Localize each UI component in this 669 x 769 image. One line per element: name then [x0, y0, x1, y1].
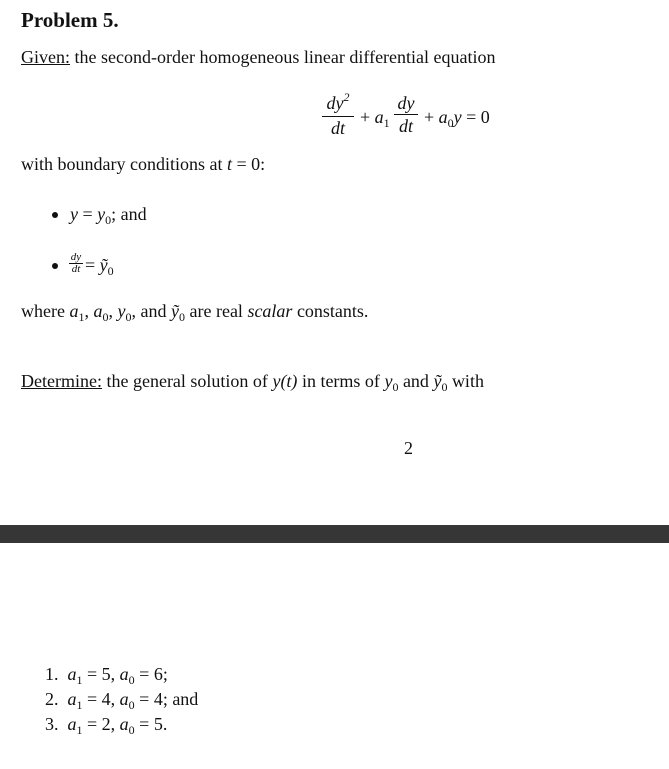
- condition-1: $y = y_0$; and: [70, 204, 147, 227]
- page-separator: [0, 525, 669, 543]
- frac-d2y-dt: $dy^2$ dt: [322, 92, 354, 139]
- case-item-2: 2. $a_1 = 4$, $a_0 = 4$; and: [45, 689, 199, 712]
- bullet-1: [52, 212, 58, 218]
- bullet-2: [52, 263, 58, 269]
- determine-line: Determine: the general solution of y(t) in terms of $y_0$ and ỹ$_0$ with: [21, 371, 484, 394]
- case-item-3: 3. $a_1 = 2$, $a_0 = 5$.: [45, 714, 168, 737]
- page-number: 2: [404, 438, 413, 458]
- given-label: Given:: [21, 47, 70, 67]
- condition-2: = ỹ$_0$: [85, 255, 114, 278]
- where-line: where $a_1$, $a_0$, $y_0$, and ỹ$_0$ are real scalar constants.: [21, 301, 369, 324]
- condition-2-fraction: dy dt: [70, 251, 82, 275]
- boundary-line: with boundary conditions at t = 0:: [21, 154, 266, 174]
- eq-plus-a0-y: + $a_0y = 0$: [424, 107, 490, 130]
- determine-label: Determine:: [21, 371, 102, 391]
- given-line: [21, 47, 496, 68]
- eq-plus-a1: + $a_1$: [360, 107, 390, 130]
- problem-title: Problem 5.: [21, 8, 119, 32]
- frac-dy-dt: dy dt: [394, 92, 418, 137]
- case-item-1: 1. $a_1 = 5$, $a_0 = 6$;: [45, 664, 168, 687]
- given-text: the second-order homogeneous linear differential equation: [74, 47, 496, 67]
